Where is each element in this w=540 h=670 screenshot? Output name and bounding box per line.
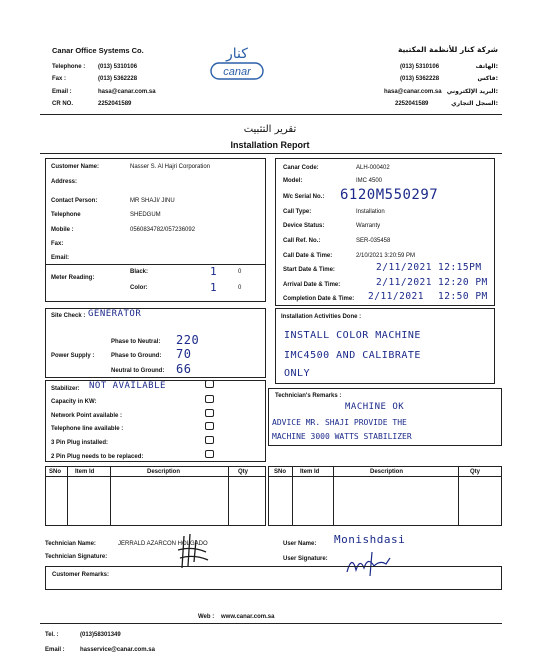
- tech-signature-label: Technician Signature:: [45, 554, 108, 560]
- activities-line-1: INSTALL COLOR MACHINE: [284, 330, 421, 341]
- web-value[interactable]: www.canar.com.sa: [221, 614, 275, 620]
- company-name-ar: شركة كنار للأنظمة المكتبية: [397, 45, 498, 54]
- black-label: Black:: [130, 269, 149, 275]
- footer-tel-value: (013)58301349: [80, 632, 121, 638]
- call-date-label: Call Date & Time:: [283, 253, 333, 259]
- parts-table-right-col3: [458, 466, 459, 526]
- left-header-sno: SNo: [49, 469, 61, 475]
- completion-time: 12:50 PM: [438, 291, 488, 302]
- user-name-value: Monishdasi: [334, 533, 406, 546]
- canar-logo-graphic: [208, 42, 266, 82]
- customer-name-label: Customer Name:: [51, 164, 100, 170]
- meter-divider: [45, 264, 266, 265]
- right-header-qty: Qty: [470, 469, 481, 475]
- ar-email-label: البريد الإلكتروني:: [446, 88, 498, 95]
- contact-label: Contact Person:: [51, 198, 98, 204]
- telephone-line-checkbox[interactable]: [205, 422, 214, 430]
- ar-telephone-value: (013) 5310106: [400, 64, 440, 70]
- parts-table-left-col1: [67, 466, 68, 526]
- model-value: IMC 4500: [356, 178, 383, 184]
- footer-tel-label: Tel. :: [45, 632, 59, 638]
- logo-arabic: كنار: [226, 46, 248, 62]
- remarks-line-3: MACHINE 3000 WATTS STABILIZER: [272, 432, 412, 441]
- remarks-line-1: MACHINE OK: [345, 402, 405, 412]
- call-type-label: Call Type:: [283, 209, 312, 215]
- fax-value: (013) 5362228: [98, 76, 138, 82]
- p2n-label: Phase to Neutral:: [111, 339, 161, 345]
- call-type-value: Installation: [356, 209, 385, 215]
- canar-code-label: Canar Code:: [283, 165, 319, 171]
- email-label: Email :: [52, 89, 72, 95]
- black-handwritten: 1: [210, 265, 218, 278]
- stabilizer-checkbox[interactable]: [205, 380, 214, 388]
- footer-divider: [40, 623, 502, 624]
- completion-label: Completion Date & Time:: [283, 296, 355, 302]
- mobile-value: 0560834782/057236092: [130, 227, 196, 233]
- arrival-label: Arrival Date & Time:: [283, 282, 341, 288]
- remarks-line-2: ADVICE MR. SHAJI PROVIDE THE: [272, 418, 407, 427]
- start-label: Start Date & Time:: [283, 267, 335, 273]
- email-value: hasa@canar.com.sa: [98, 89, 156, 95]
- parts-table-left-col3: [228, 466, 229, 526]
- right-header-description: Description: [370, 469, 404, 475]
- site-check-label: Site Check :: [51, 313, 86, 319]
- completion-date: 2/11/2021: [368, 291, 424, 302]
- fax-label: Fax :: [52, 76, 67, 82]
- parts-table-right-header-line: [268, 476, 502, 477]
- header-divider: [40, 114, 502, 115]
- stabilizer-value: NOT AVAILABLE: [89, 381, 166, 391]
- device-status-value: Warranty: [356, 223, 381, 229]
- cr-value: 2252041589: [98, 101, 132, 107]
- title-english: Installation Report: [230, 140, 310, 150]
- pin3-checkbox[interactable]: [205, 436, 214, 444]
- power-supply-label: Power Supply :: [51, 353, 95, 359]
- parts-table-right-col2: [333, 466, 334, 526]
- activities-line-2: IMC4500 AND CALIBRATE: [284, 350, 421, 361]
- remarks-label: Technician's Remarks :: [275, 393, 342, 399]
- contact-value: MR SHAJI/ JINU: [130, 198, 175, 204]
- telephone-line-label: Telephone line available :: [51, 426, 124, 432]
- customer-telephone-value: SHEDGUM: [130, 212, 161, 218]
- title-arabic: تقرير التثبيت: [243, 124, 297, 135]
- tech-name-label: Technician Name:: [45, 541, 96, 547]
- address-label: Address:: [51, 179, 78, 185]
- customer-fax-label: Fax:: [51, 241, 64, 247]
- call-date-value: 2/10/2021 3:20:59 PM: [356, 253, 416, 259]
- call-ref-value: SER-035458: [356, 238, 391, 244]
- activities-label: Installation Activities Done :: [281, 314, 362, 320]
- pin3-label: 3 Pin Plug installed:: [51, 440, 109, 446]
- ar-telephone-label: الهاتف:: [475, 63, 498, 70]
- canar-code-value: ALH-000402: [356, 165, 390, 171]
- site-check-value: GENERATOR: [88, 309, 142, 319]
- right-header-item-id: Item Id: [300, 469, 320, 475]
- start-date: 2/11/2021: [376, 262, 432, 273]
- stabilizer-label: Stabilizer:: [51, 386, 80, 392]
- left-header-description: Description: [147, 469, 181, 475]
- model-label: Model:: [283, 178, 303, 184]
- start-time: 12:15PM: [438, 262, 482, 273]
- customer-remarks-box: [45, 566, 502, 590]
- meter-label: Meter Reading:: [51, 275, 95, 281]
- parts-table-left-col2: [110, 466, 111, 526]
- user-name-label: User Name:: [283, 541, 317, 547]
- arrival-date: 2/11/2021: [376, 277, 432, 288]
- pin2-label: 2 Pin Plug needs to be replaced:: [51, 454, 144, 460]
- capacity-checkbox[interactable]: [205, 395, 214, 403]
- p2g-value: 70: [176, 347, 192, 361]
- serial-label: M/c Serial No.:: [283, 194, 325, 200]
- left-header-item-id: Item Id: [75, 469, 95, 475]
- canar-logo: [208, 42, 266, 82]
- n2g-value: 66: [176, 362, 192, 376]
- ar-email-value: hasa@canar.com.sa: [384, 89, 442, 95]
- activities-line-3: ONLY: [284, 368, 311, 379]
- p2n-value: 220: [176, 333, 200, 347]
- ar-fax-value: (013) 5362228: [400, 76, 440, 82]
- ar-cr-value: 2252041589: [395, 101, 429, 107]
- customer-telephone-label: Telephone: [51, 212, 81, 218]
- network-label: Network Point available :: [51, 413, 123, 419]
- right-header-sno: SNo: [274, 469, 286, 475]
- color-label: Color:: [130, 285, 148, 291]
- ar-fax-label: فاكس:: [477, 75, 498, 82]
- parts-table-left-header-line: [45, 476, 266, 477]
- n2g-label: Neutral to Ground:: [111, 368, 165, 374]
- user-signature-label: User Signature:: [283, 556, 328, 562]
- serial-value: 6120M550297: [340, 187, 439, 203]
- footer-email-label: Email :: [45, 647, 65, 653]
- telephone-label: Telephone :: [52, 64, 86, 70]
- network-checkbox[interactable]: [205, 409, 214, 417]
- customer-email-label: Email:: [51, 255, 70, 261]
- telephone-value: (013) 5310106: [98, 64, 138, 70]
- customer-name-value: Nasser S. Al Hajri Corporation: [130, 164, 211, 170]
- mobile-label: Mobile :: [51, 227, 74, 233]
- cr-label: CR NO.: [52, 101, 73, 107]
- title-divider: [40, 153, 502, 154]
- call-ref-label: Call Ref. No.:: [283, 238, 321, 244]
- web-label: Web :: [198, 614, 215, 620]
- tech-name-value: JERRALD AZARCON HOLGADO: [118, 541, 208, 547]
- device-status-label: Device Status:: [283, 223, 325, 229]
- black-value: 0: [238, 269, 242, 275]
- capacity-label: Capacity in KW:: [51, 399, 97, 405]
- footer-email-value[interactable]: hasservice@canar.com.sa: [80, 647, 155, 653]
- company-name-en: Canar Office Systems Co.: [52, 46, 144, 55]
- ar-cr-label: السجل التجاري:: [451, 100, 498, 107]
- parts-table-right-col1: [292, 466, 293, 526]
- arrival-time: 12:20 PM: [438, 277, 488, 288]
- color-handwritten: 1: [210, 281, 218, 294]
- p2g-label: Phase to Ground:: [111, 353, 162, 359]
- left-header-qty: Qty: [238, 469, 249, 475]
- pin2-checkbox[interactable]: [205, 450, 214, 458]
- color-value: 0: [238, 285, 242, 291]
- logo-english: canar: [223, 66, 251, 78]
- customer-remarks-label: Customer Remarks:: [52, 572, 110, 578]
